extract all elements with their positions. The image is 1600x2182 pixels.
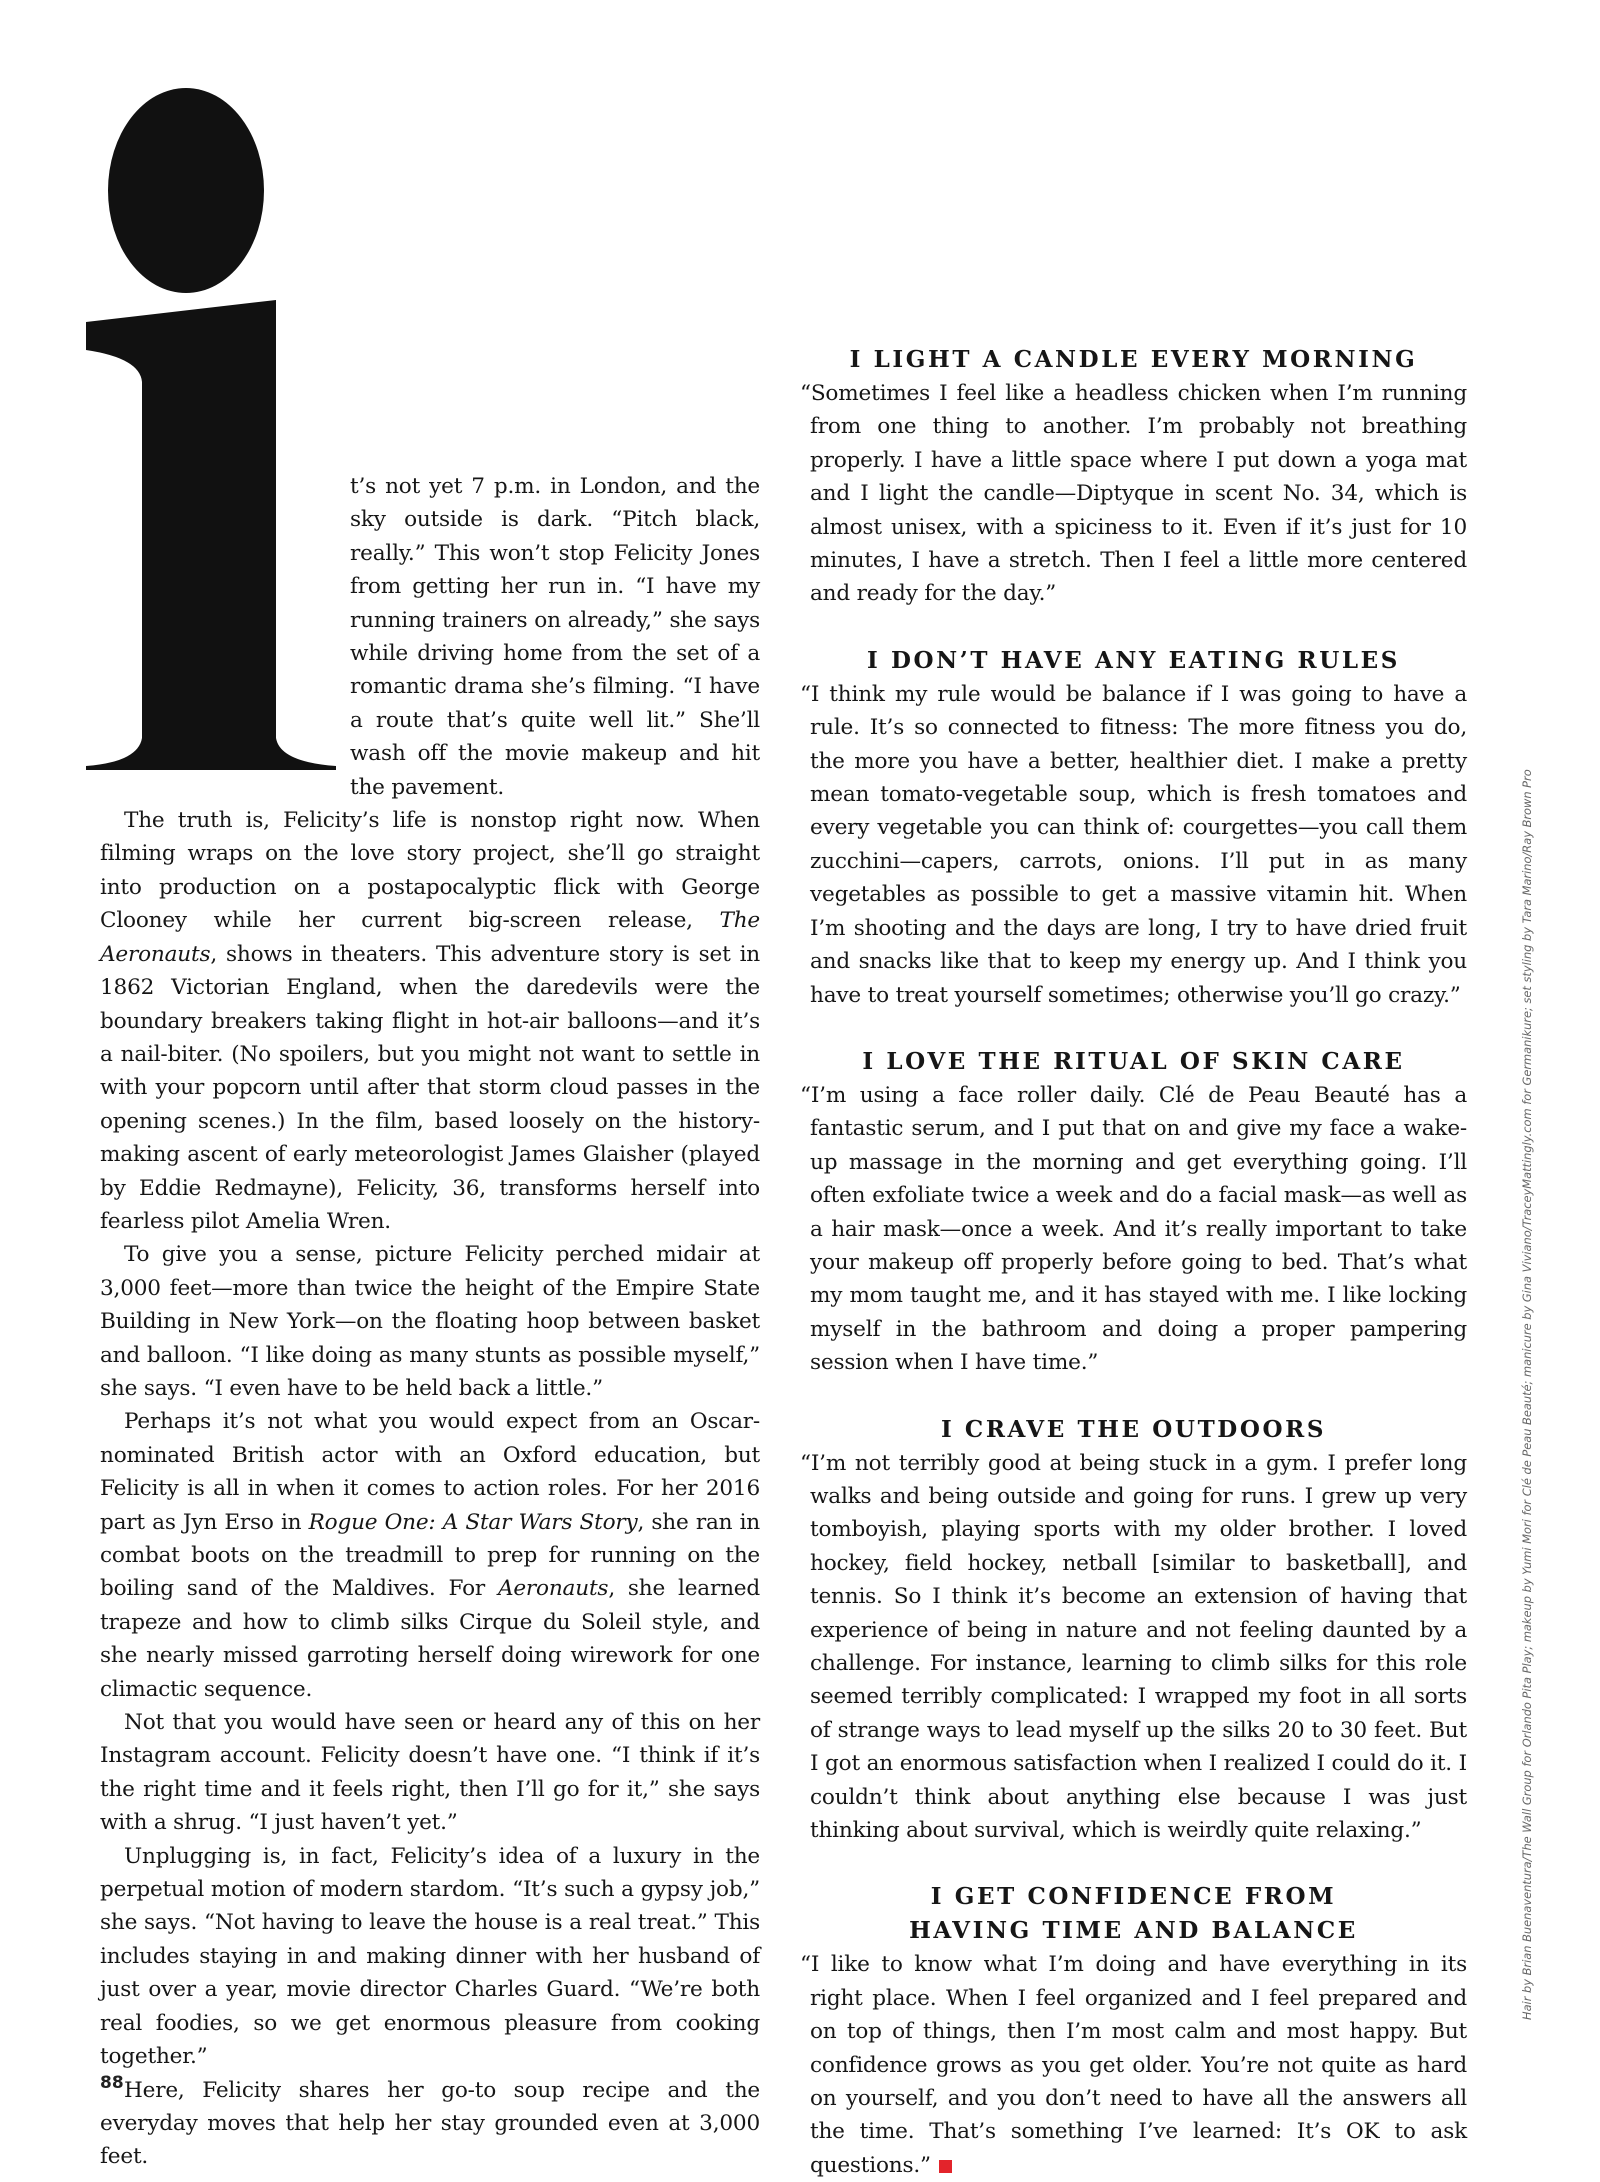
body-paragraph: Unplugging is, in fact, Felicity’s idea of a luxury in the perpetual motion of modern stardom. “It’s such a gypsy job,” she says. “Not having to leave the house is a real treat.” This includes staying in and making dinner with her husband of just over a year, movie director Charles Guard. “We’re both real foodies, so we get enormous pleasure from cooking together.” <box>100 1843 760 2070</box>
page-number: 88 <box>100 2073 124 2093</box>
intro-paragraph: t’s not yet 7 p.m. in London, and the sky outside is dark. “Pitch black, really.” This won’t stop Felicity Jones from getting her run in. “I have my running trainers on already,” she says while driving home from the set of a romantic drama she’s filming. “I have a route that’s quite well lit.” She’ll wash off the movie makeup and hit the pavement. <box>350 474 760 800</box>
end-mark-square <box>939 2160 952 2173</box>
photo-credits: Hair by Brian Buenaventura/The Wall Group for Orlando Pita Play; makeup by Yumi Mori for Clé de Peau Beauté; manicure by Gina Viviano/TraceyMattingly.com for Germanikure; set styling by Tara Marino/Ray Brown Pro <box>1520 769 1534 2020</box>
body-paragraph: Perhaps it’s not what you would expect from an Oscar-nominated British actor with an Oxford education, but Felicity is all in when it comes to action roles. For her 2016 part as Jyn Erso in Rogue One: A Star Wars Story, she ran in combat boots on the treadmill to prep for running on the boiling sand of the Maldives. For Aeronauts, she learned trapeze and how to climb silks Cirque du Soleil style, and she nearly missed garroting herself doing wirework for one climactic sequence. <box>100 1409 760 1702</box>
body-paragraph: The truth is, Felicity’s life is nonstop right now. When filming wraps on the love story project, she’ll go straight into production on a postapocalyptic flick with George Clooney while her current big-screen release, The Aeronauts, shows in theaters. This adventure story is set in 1862 Victorian England, when the daredevils were the boundary breakers taking flight in hot-air balloons—and it’s a nail-biter. (No spoilers, but you might not want to settle in with your popcorn until after that storm cloud passes in the opening scenes.) In the film, based loosely on the history-making ascent of early meteorologist James Glaisher (played by Eddie Redmayne), Felicity, 36, transforms herself into fearless pilot Amelia Wren. <box>100 808 760 1234</box>
body-paragraph: Not that you would have seen or heard any of this on her Instagram account. Felicity doesn’t have one. “I think if it’s the right time and it feels right, then I’ll go for it,” she says with a shrug. “I just haven’t yet.” <box>100 1710 760 1836</box>
section-heading: I CRAVE THE OUTDOORS <box>940 1415 1327 1443</box>
film-title: The Aeronauts <box>100 908 760 967</box>
section-quote: “I’m not terribly good at being stuck in a gym. I prefer long walks and being outside and going for runs. I grew up very tomboyish, playing sports with my older brother. I loved hockey, field hockey, netball [similar to basketball], and tennis. So I think it’s become an extension of having that experience of being in nature and not feeling daunted by a challenge. For instance, learning to climb silks for this role seemed terribly complicated: I wrapped my foot in all sorts of strange ways to lead myself up the silks 20 to 30 feet. But I got an enormous satisfaction when I realized I could do it. I couldn’t think about anything else because I was just thinking about survival, which is weirdly quite relaxing.” <box>800 1450 1467 1844</box>
section-eating <box>800 644 1467 1012</box>
body-paragraph: Here, Felicity shares her go-to soup recipe and the everyday moves that help her stay grounded even at 3,000 feet. <box>100 2077 760 2170</box>
section-skin-care <box>800 1045 1467 1380</box>
right-column <box>800 343 1467 2182</box>
body-paragraph: To give you a sense, picture Felicity perched midair at 3,000 feet—more than twice the height of the Empire State Building in New York—on the floating hoop between basket and balloon. “I like doing as many stunts as possible myself,” she says. “I even have to be held back a little.” <box>100 1242 760 1401</box>
section-quote: “Sometimes I feel like a headless chicken when I’m running from one thing to another. I’m probably not breathing properly. I have a little space where I put down a yoga mat and I light the candle—Diptyque in scent No. 34, which is almost unisex, with a spiciness to it. Even if it’s just for 10 minutes, I have a stretch. Then I feel a little more centered and ready for the day.” <box>800 381 1467 607</box>
section-outdoors <box>800 1413 1467 1848</box>
section-candle <box>800 343 1467 611</box>
section-heading: I DON’T HAVE ANY EATING RULES <box>866 646 1401 674</box>
film-title: Aeronauts <box>497 1576 609 1602</box>
left-column <box>100 470 760 2174</box>
section-quote: “I’m using a face roller daily. Clé de Peau Beauté has a fantastic serum, and I put that on and give my face a wake-up massage in the morning and get everything going. I’ll often exfoliate twice a week and do a facial mask—as well as a hair mask—once a week. And it’s really important to take your makeup off properly before going to bed. That’s what my mom taught me, and it has stayed with me. I like locking myself in the bathroom and doing a proper pampering session when I have time.” <box>800 1082 1467 1376</box>
section-heading: I LIGHT A CANDLE EVERY MORNING <box>849 346 1418 373</box>
section-heading: I GET CONFIDENCE FROM HAVING TIME AND BALANCE <box>909 1883 1358 1945</box>
section-heading: I LOVE THE RITUAL OF SKIN CARE <box>862 1047 1405 1075</box>
dropcap-i-dot <box>108 88 264 293</box>
section-quote: “I think my rule would be balance if I was going to have a rule. It’s so connected to fitness: The more fitness you do, the more you have a better, healthier diet. I make a pretty mean tomato-vegetable soup, which is fresh tomatoes and every vegetable you can think of: courgettes—you call them zucchini—capers, carrots, onions. I’ll put in as many vegetables as possible to get a massive vitamin hit. When I’m shooting and the days are long, I try to have dried fruit and snacks like that to keep my energy up. And I think you have to treat yourself sometimes; otherwise you’ll go crazy.” <box>800 681 1467 1008</box>
section-quote: “I like to know what I’m doing and have everything in its right place. When I feel organized and I feel prepared and on top of things, then I’m most calm and most happy. But confidence grows as you get older. You’re not quite as hard on yourself, and you don’t need to have all the answers all the time. That’s something I’ve learned: It’s OK to ask questions.” <box>800 1952 1467 2178</box>
section-confidence <box>800 1880 1467 2182</box>
film-title: Rogue One: A Star Wars Story <box>308 1509 638 1535</box>
